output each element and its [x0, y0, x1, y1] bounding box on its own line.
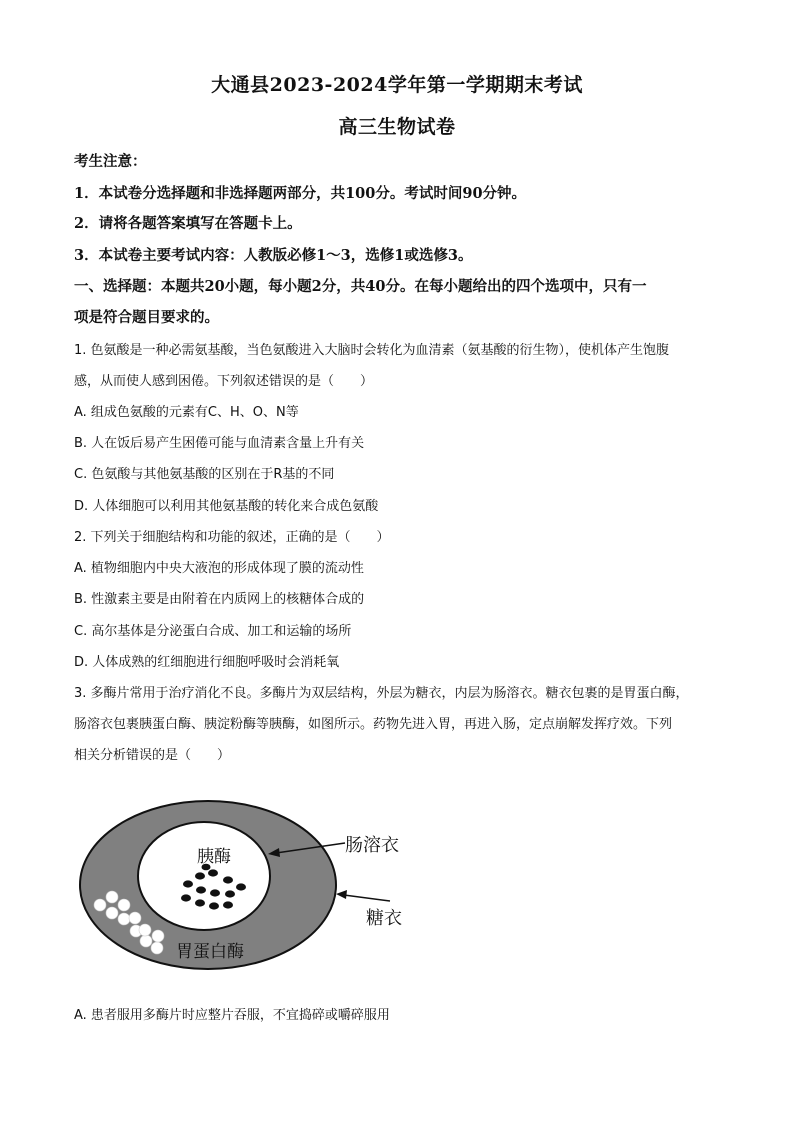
question-1-option-d: D. 人体细胞可以利用其他氨基酸的转化来合成色氨酸 [74, 499, 379, 514]
question-2-option-b: B. 性激素主要是由附着在内质网上的核糖体合成的 [74, 592, 365, 607]
question-1-option-c: C. 色氨酸与其他氨基酸的区别在于R基的不同 [74, 467, 335, 482]
sugar-coat-arrow [344, 895, 390, 901]
figure-outer-label: 胃蛋白酶 [176, 942, 244, 962]
question-3-stem-line3: 相关分析错误的是（ ） [74, 748, 231, 763]
question-1-option-b: B. 人在饭后易产生困倦可能与血清素含量上升有关 [74, 436, 365, 451]
question-2-option-d: D. 人体成熟的红细胞进行细胞呼吸时会消耗氧 [74, 655, 340, 670]
notice-item-1: 1．本试卷分选择题和非选择题两部分，共100分。考试时间90分钟。 [74, 185, 527, 202]
question-2-stem: 2. 下列关于细胞结构和功能的叙述，正确的是（ ） [74, 530, 390, 545]
exam-title: 大通县2023-2024学年第一学期期末考试 [211, 74, 583, 96]
question-1-stem-line2: 感，从而使人感到困倦。下列叙述错误的是（ ） [74, 374, 374, 389]
figure-enteric-coat-label: 肠溶衣 [345, 835, 399, 856]
question-1-option-a: A. 组成色氨酸的元素有C、H、O、N等 [74, 405, 299, 420]
question-3-stem-line1: 3. 多酶片常用于治疗消化不良。多酶片为双层结构，外层为糖衣，内层为肠溶衣。糖衣包裹的是胃蛋白酶， [74, 686, 689, 701]
multi-enzyme-tablet-diagram [0, 790, 794, 990]
question-1-stem-line1: 1. 色氨酸是一种必需氨基酸，当色氨酸进入大脑时会转化为血清素（氨基酸的衍生物），使机体产生饱腹 [74, 343, 670, 358]
question-3-stem-line2: 肠溶衣包裹胰蛋白酶、胰淀粉酶等胰酶，如图所示。药物先进入胃，再进入肠，定点崩解发挥疗效。下列 [74, 717, 673, 732]
notice-item-3: 3．本试卷主要考试内容：人教版必修1～3，选修1或选修3。 [74, 247, 473, 264]
question-3-option-a: A. 患者服用多酶片时应整片吞服，不宜捣碎或嚼碎服用 [74, 1008, 390, 1023]
notice-heading: 考生注意： [74, 153, 147, 170]
question-2-option-a: A. 植物细胞内中央大液泡的形成体现了膜的流动性 [74, 561, 364, 576]
exam-subtitle: 高三生物试卷 [338, 116, 456, 138]
figure-inner-label: 胰酶 [197, 847, 231, 867]
section-heading-line1: 一、选择题：本题共20小题，每小题2分，共40分。在每小题给出的四个选项中，只有一 [74, 278, 647, 295]
notice-item-2: 2．请将各题答案填写在答题卡上。 [74, 215, 302, 232]
figure-sugar-coat-label: 糖衣 [366, 908, 402, 929]
question-2-option-c: C. 高尔基体是分泌蛋白合成、加工和运输的场所 [74, 624, 352, 639]
section-heading-line2: 项是符合题目要求的。 [74, 309, 219, 326]
sugar-coat-arrowhead [336, 890, 347, 899]
